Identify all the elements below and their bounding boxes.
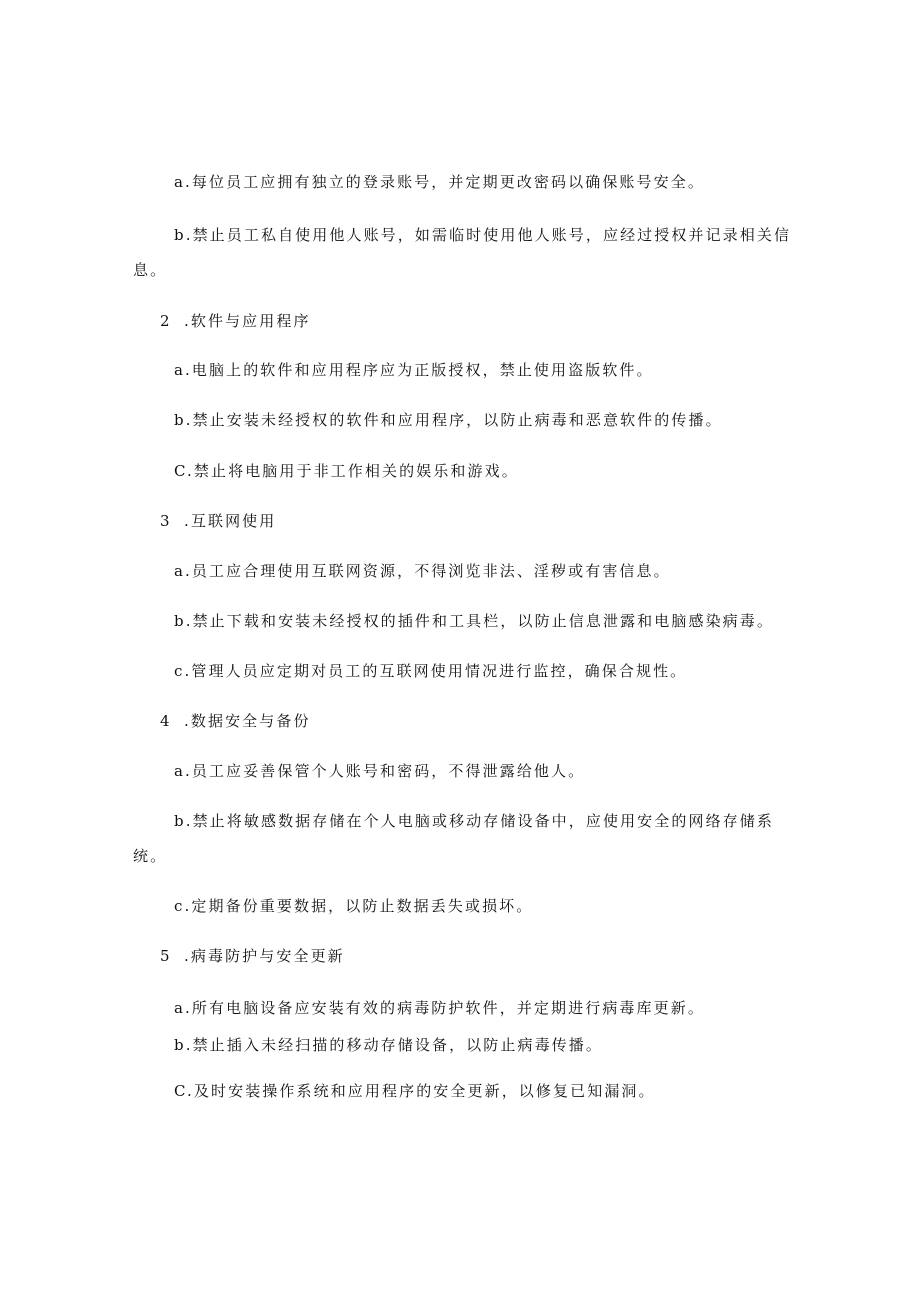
section-heading-2 [160, 311, 311, 331]
section-4-item-b-line1: b.禁止将敏感数据存储在个人电脑或移动存储设备中，应使用安全的网络存储系 [174, 812, 774, 830]
section-title: .软件与应用程序 [184, 312, 311, 330]
section-title: .病毒防护与安全更新 [184, 947, 345, 965]
section-5-item-b: b.禁止插入未经扫描的移动存储设备，以防止病毒传播。 [174, 1036, 603, 1054]
section-4-item-a: a.员工应妥善保管个人账号和密码，不得泄露给他人。 [174, 762, 586, 780]
section-3-item-a: a.员工应合理使用互联网资源，不得浏览非法、淫秽或有害信息。 [174, 562, 671, 580]
section-4-item-c: c.定期备份重要数据，以防止数据丢失或损坏。 [174, 897, 534, 915]
section-4-item-b-line2: 统。 [133, 847, 168, 865]
section-1-item-b-line2: 息。 [133, 261, 168, 279]
section-number: 5 [160, 947, 172, 965]
section-3-item-c: c.管理人员应定期对员工的互联网使用情况进行监控，确保合规性。 [174, 662, 688, 680]
section-heading-3 [160, 511, 276, 531]
section-number: 4 [160, 712, 172, 730]
section-heading-5 [160, 946, 345, 966]
section-title: .互联网使用 [184, 512, 277, 530]
section-1-item-b-line1: b.禁止员工私自使用他人账号，如需临时使用他人账号，应经过授权并记录相关信 [174, 226, 792, 244]
section-3-item-b: b.禁止下载和安装未经授权的插件和工具栏，以防止信息泄露和电脑感染病毒。 [174, 612, 774, 630]
section-2-item-a: a.电脑上的软件和应用程序应为正版授权，禁止使用盗版软件。 [174, 361, 654, 379]
section-number: 2 [160, 312, 172, 330]
section-number: 3 [160, 512, 172, 530]
section-title: .数据安全与备份 [184, 712, 311, 730]
section-5-item-a: a.所有电脑设备应安装有效的病毒防护软件，并定期进行病毒库更新。 [174, 999, 705, 1017]
section-1-item-a: a.每位员工应拥有独立的登录账号，并定期更改密码以确保账号安全。 [174, 173, 705, 191]
section-5-item-c: C.及时安装操作系统和应用程序的安全更新，以修复已知漏洞。 [174, 1082, 656, 1100]
section-heading-4 [160, 711, 311, 731]
section-2-item-c: C.禁止将电脑用于非工作相关的娱乐和游戏。 [174, 462, 519, 480]
section-2-item-b: b.禁止安装未经授权的软件和应用程序，以防止病毒和恶意软件的传播。 [174, 411, 723, 429]
